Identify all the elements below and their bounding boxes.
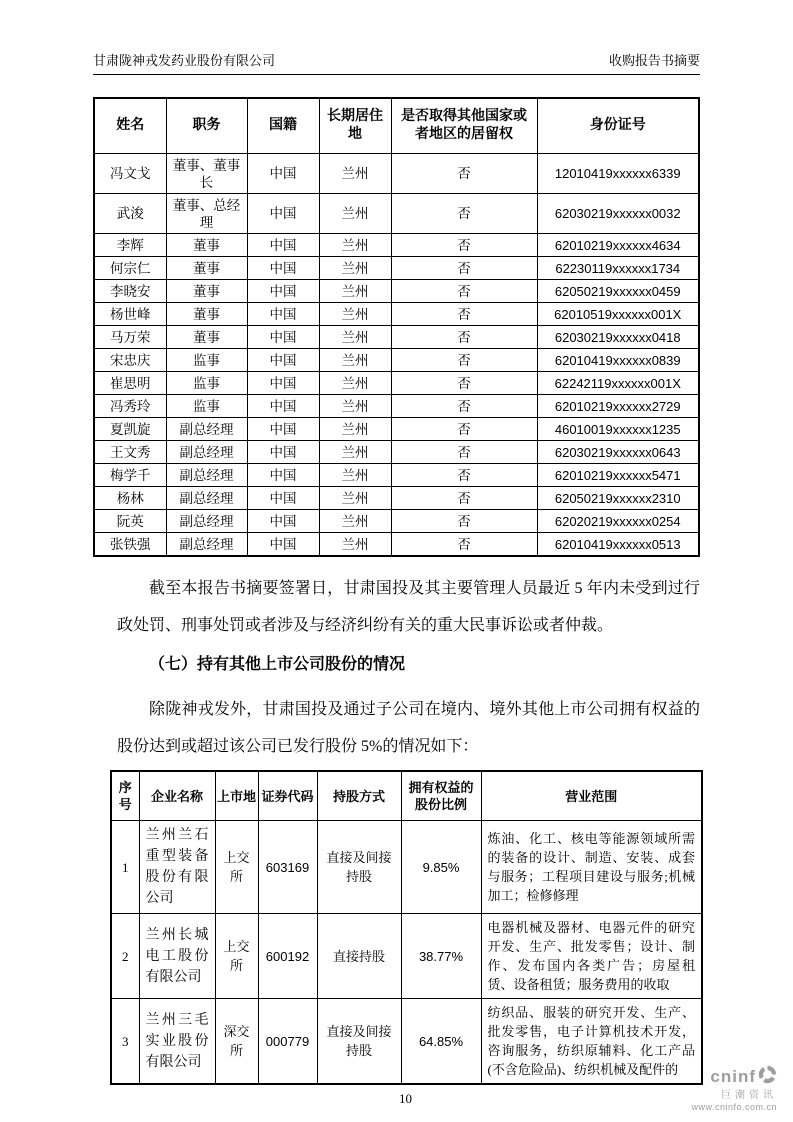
table-row — [94, 395, 699, 418]
table-cell: 12010419xxxxxx6339 — [537, 154, 699, 194]
paragraph-holdings-intro: 除陇神戎发外，甘肃国投及通过子公司在境内、境外其他上市公司拥有权益的股份达到或超过该公司已发行股份 5%的情况如下： — [117, 701, 700, 755]
table-row — [94, 257, 699, 280]
directors-table — [93, 97, 700, 557]
table-cell: 62010219xxxxxx2729 — [537, 395, 699, 418]
table-cell: 中国 — [247, 533, 319, 557]
table-cell: 副总经理 — [166, 533, 247, 557]
directors-table-head — [94, 98, 699, 154]
column-header: 上市地 — [215, 771, 258, 821]
table-cell: 董事、董事长 — [166, 154, 247, 194]
header-row — [111, 771, 702, 821]
table-cell: 上交所 — [215, 821, 258, 914]
table-cell: 兰州长城电工股份有限公司 — [139, 914, 215, 999]
table-cell: 中国 — [247, 441, 319, 464]
table-cell: 否 — [391, 487, 537, 510]
table-cell: 直接及间接持股 — [317, 999, 401, 1085]
table-cell: 62230119xxxxxx1734 — [537, 257, 699, 280]
table-cell: 董事 — [166, 303, 247, 326]
table-cell: 纺织品、服装的研究开发、生产、批发零售，电子计算机技术开发，咨询服务，纺织原辅料、化工产品(不含危险品)、纺织机械及配件的 — [481, 999, 702, 1085]
cninfo-url: www.cninfo.com.cn — [691, 1101, 777, 1112]
table-cell: 兰州 — [319, 280, 391, 303]
column-header: 职务 — [166, 98, 247, 154]
table-cell: 否 — [391, 154, 537, 194]
table-cell: 炼油、化工、核电等能源领域所需的装备的设计、制造、安装、成套与服务；工程项目建设与服务;机械加工；检修修理 — [481, 821, 702, 914]
table-cell: 中国 — [247, 280, 319, 303]
table-cell: 62010219xxxxxx5471 — [537, 464, 699, 487]
table-cell: 62020219xxxxxx0254 — [537, 510, 699, 533]
column-header: 是否取得其他国家或者地区的居留权 — [391, 98, 537, 154]
table-cell: 杨世峰 — [94, 303, 166, 326]
table-cell: 副总经理 — [166, 418, 247, 441]
table-row — [111, 999, 702, 1085]
table-row — [94, 194, 699, 234]
column-header: 长期居住地 — [319, 98, 391, 154]
table-cell: 中国 — [247, 464, 319, 487]
table-cell: 62010519xxxxxx001X — [537, 303, 699, 326]
table-cell: 否 — [391, 303, 537, 326]
table-cell: 中国 — [247, 510, 319, 533]
column-header: 序号 — [111, 771, 139, 821]
table-cell: 否 — [391, 194, 537, 234]
table-cell: 上交所 — [215, 914, 258, 999]
table-cell: 冯文戈 — [94, 154, 166, 194]
table-row — [111, 914, 702, 999]
table-row — [111, 821, 702, 914]
table-cell: 9.85% — [401, 821, 481, 914]
table-cell: 马万荣 — [94, 326, 166, 349]
table-cell: 兰州 — [319, 349, 391, 372]
page-content — [93, 97, 700, 1107]
table-cell: 董事 — [166, 257, 247, 280]
table-cell: 王文秀 — [94, 441, 166, 464]
header-row — [94, 98, 699, 154]
table-cell: 中国 — [247, 303, 319, 326]
table-row — [94, 533, 699, 557]
table-cell: 否 — [391, 418, 537, 441]
table-row — [94, 303, 699, 326]
table-cell: 62010219xxxxxx4634 — [537, 234, 699, 257]
table-cell: 兰州 — [319, 326, 391, 349]
table-cell: 62010419xxxxxx0839 — [537, 349, 699, 372]
table-cell: 兰州 — [319, 303, 391, 326]
table-cell: 46010019xxxxxx1235 — [537, 418, 699, 441]
table-cell: 副总经理 — [166, 441, 247, 464]
table-cell: 62030219xxxxxx0032 — [537, 194, 699, 234]
holdings-table-head — [111, 771, 702, 821]
table-cell: 直接持股 — [317, 914, 401, 999]
table-cell: 兰州 — [319, 194, 391, 234]
table-cell: 中国 — [247, 418, 319, 441]
table-cell: 董事、总经理 — [166, 194, 247, 234]
table-cell: 董事 — [166, 326, 247, 349]
column-header: 拥有权益的股份比例 — [401, 771, 481, 821]
header-doc-title: 收购报告书摘要 — [608, 53, 700, 68]
table-cell: 中国 — [247, 257, 319, 280]
table-cell: 中国 — [247, 372, 319, 395]
table-cell: 否 — [391, 349, 537, 372]
table-cell: 监事 — [166, 372, 247, 395]
table-cell: 兰州 — [319, 464, 391, 487]
table-cell: 兰州兰石重型装备股份有限公司 — [139, 821, 215, 914]
table-cell: 否 — [391, 395, 537, 418]
header-company-name: 甘肃陇神戎发药业股份有限公司 — [93, 53, 276, 68]
table-cell: 兰州 — [319, 234, 391, 257]
table-cell: 电器机械及器材、电器元件的研究开发、生产、批发零售；设计、制作、发布国内各类广告；房屋租赁、设备租赁；服务费用的收取 — [481, 914, 702, 999]
table-cell: 阮英 — [94, 510, 166, 533]
table-cell: 62050219xxxxxx0459 — [537, 280, 699, 303]
table-cell: 张铁强 — [94, 533, 166, 557]
table-cell: 何宗仁 — [94, 257, 166, 280]
table-cell: 否 — [391, 533, 537, 557]
table-cell: 中国 — [247, 326, 319, 349]
table-cell: 兰州 — [319, 257, 391, 280]
cninfo-brand-text: cninf — [710, 1067, 756, 1087]
table-cell: 兰州 — [319, 533, 391, 557]
table-cell: 李晓安 — [94, 280, 166, 303]
column-header: 国籍 — [247, 98, 319, 154]
table-cell: 冯秀玲 — [94, 395, 166, 418]
table-cell: 1 — [111, 821, 139, 914]
table-cell: 中国 — [247, 395, 319, 418]
table-cell: 武浚 — [94, 194, 166, 234]
table-cell: 603169 — [258, 821, 317, 914]
column-header: 身份证号 — [537, 98, 699, 154]
running-header — [93, 50, 700, 75]
table-cell: 兰州 — [319, 510, 391, 533]
table-cell: 否 — [391, 372, 537, 395]
table-cell: 李辉 — [94, 234, 166, 257]
table-cell: 副总经理 — [166, 487, 247, 510]
table-row — [94, 154, 699, 194]
table-cell: 宋忠庆 — [94, 349, 166, 372]
directors-table-body — [94, 154, 699, 557]
table-cell: 兰州 — [319, 154, 391, 194]
table-cell: 兰州 — [319, 395, 391, 418]
table-row — [94, 372, 699, 395]
holdings-table — [110, 770, 703, 1085]
table-cell: 否 — [391, 441, 537, 464]
table-cell: 600192 — [258, 914, 317, 999]
table-row — [94, 464, 699, 487]
table-cell: 中国 — [247, 194, 319, 234]
table-row — [94, 349, 699, 372]
table-cell: 3 — [111, 999, 139, 1085]
table-cell: 梅学千 — [94, 464, 166, 487]
table-cell: 直接及间接持股 — [317, 821, 401, 914]
table-cell: 中国 — [247, 154, 319, 194]
table-cell: 64.85% — [401, 999, 481, 1085]
table-cell: 兰州 — [319, 487, 391, 510]
table-row — [94, 418, 699, 441]
cninfo-watermark — [691, 1065, 777, 1112]
table-cell: 夏凯旋 — [94, 418, 166, 441]
table-cell: 否 — [391, 464, 537, 487]
table-cell: 兰州三毛实业股份有限公司 — [139, 999, 215, 1085]
table-row — [94, 326, 699, 349]
table-cell: 董事 — [166, 234, 247, 257]
table-cell: 62010419xxxxxx0513 — [537, 533, 699, 557]
table-cell: 否 — [391, 326, 537, 349]
table-cell: 62242119xxxxxx001X — [537, 372, 699, 395]
table-cell: 2 — [111, 914, 139, 999]
table-cell: 否 — [391, 234, 537, 257]
table-row — [94, 487, 699, 510]
column-header: 持股方式 — [317, 771, 401, 821]
table-cell: 董事 — [166, 280, 247, 303]
table-cell: 62050219xxxxxx2310 — [537, 487, 699, 510]
table-row — [94, 441, 699, 464]
page-number: 10 — [399, 1091, 412, 1106]
table-cell: 副总经理 — [166, 510, 247, 533]
table-cell: 中国 — [247, 349, 319, 372]
column-header: 企业名称 — [139, 771, 215, 821]
table-cell: 否 — [391, 280, 537, 303]
column-header: 证券代码 — [258, 771, 317, 821]
column-header: 营业范围 — [481, 771, 702, 821]
table-cell: 62030219xxxxxx0643 — [537, 441, 699, 464]
column-header: 姓名 — [94, 98, 166, 154]
cninfo-logo-icon — [758, 1065, 777, 1089]
table-cell: 000779 — [258, 999, 317, 1085]
table-cell: 副总经理 — [166, 464, 247, 487]
table-cell: 38.77% — [401, 914, 481, 999]
table-cell: 监事 — [166, 395, 247, 418]
table-cell: 兰州 — [319, 441, 391, 464]
cninfo-cn-name: 巨潮资讯 — [721, 1090, 777, 1102]
table-cell: 深交所 — [215, 999, 258, 1085]
section-heading-7: （七）持有其他上市公司股份的情况 — [149, 656, 406, 673]
table-cell: 兰州 — [319, 418, 391, 441]
table-cell: 崔思明 — [94, 372, 166, 395]
table-cell: 兰州 — [319, 372, 391, 395]
table-cell: 中国 — [247, 234, 319, 257]
table-cell: 监事 — [166, 349, 247, 372]
table-cell: 62030219xxxxxx0418 — [537, 326, 699, 349]
holdings-table-body — [111, 821, 702, 1085]
table-cell: 杨林 — [94, 487, 166, 510]
table-row — [94, 280, 699, 303]
table-cell: 否 — [391, 257, 537, 280]
table-cell: 否 — [391, 510, 537, 533]
paragraph-no-penalty: 截至本报告书摘要签署日，甘肃国投及其主要管理人员最近 5 年内未受到过行政处罚、刑事处罚或者涉及与经济纠纷有关的重大民事诉讼或者仲裁。 — [117, 580, 700, 634]
table-row — [94, 234, 699, 257]
table-row — [94, 510, 699, 533]
table-cell: 中国 — [247, 487, 319, 510]
